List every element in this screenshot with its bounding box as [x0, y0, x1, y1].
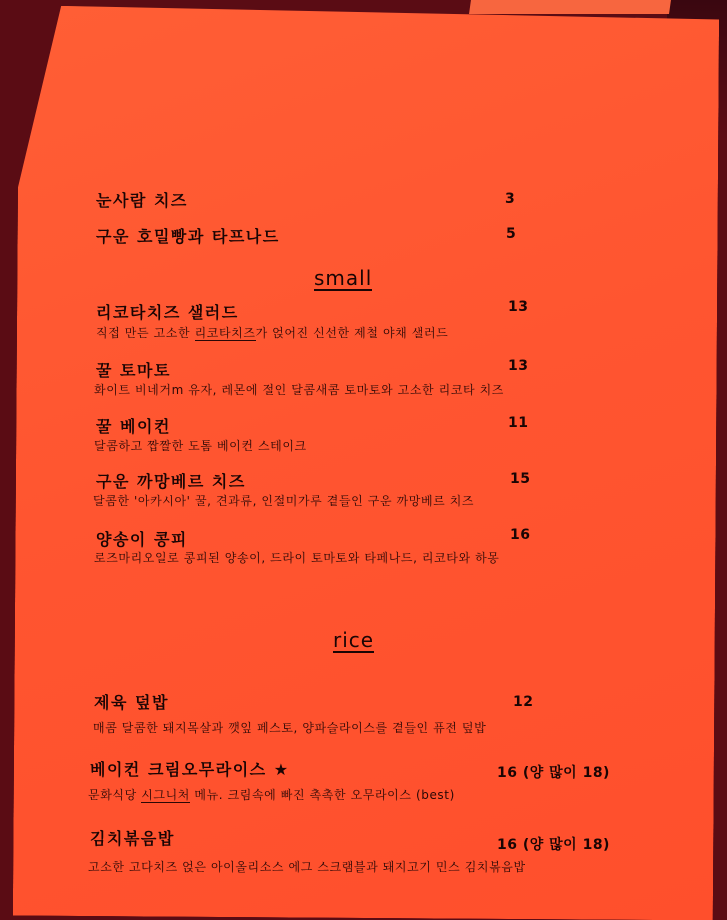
item-name-text: 베이컨 크림오무라이스 — [90, 760, 267, 779]
item-name-snowman-cheese: 눈사람 치즈 — [96, 191, 188, 210]
item-name-bacon-cream-omurice — [90, 757, 290, 780]
section-title-small: small — [314, 266, 373, 290]
item-price-rye-bread-tapenade: 5 — [506, 226, 517, 242]
item-price-bacon-cream-omurice: 16 (양 많이 18) — [497, 765, 610, 781]
item-name-jeyuk-rice: 제육 덮밥 — [94, 693, 169, 712]
item-name-rye-bread-tapenade: 구운 호밀빵과 타프나드 — [96, 227, 280, 246]
item-desc-ricotta-salad — [96, 324, 448, 341]
item-price-mushroom-confit: 16 — [510, 527, 531, 543]
menu-page-behind — [469, 0, 671, 14]
desc-underlined-text: 리코타치즈 — [194, 326, 256, 340]
desc-underlined-text: 시그니처 — [141, 788, 190, 802]
item-name-honey-tomato: 꿀 토마토 — [96, 361, 171, 380]
item-desc-camembert: 달콤한 '아카시아' 꿀, 견과류, 인절미가루 곁들인 구운 까망베르 치즈 — [93, 494, 475, 508]
item-price-snowman-cheese: 3 — [505, 191, 516, 207]
item-price-ricotta-salad: 13 — [508, 299, 529, 315]
item-desc-mushroom-confit: 로즈마리오일로 콩피된 양송이, 드라이 토마토와 타페나드, 리코타와 하몽 — [94, 551, 500, 565]
menu-page — [13, 6, 719, 920]
item-name-ricotta-salad: 리코타치즈 샐러드 — [96, 303, 239, 322]
item-desc-honey-tomato: 화이트 비네거m 유자, 레몬에 절인 달콤새콤 토마토와 고소한 리코타 치즈 — [94, 383, 505, 397]
item-price-honey-bacon: 11 — [508, 415, 529, 431]
item-desc-jeyuk-rice: 매콤 달콤한 돼지목살과 깻잎 페스토, 양파슬라이스를 곁들인 퓨전 덮밥 — [93, 721, 487, 735]
item-price-honey-tomato: 13 — [508, 358, 529, 374]
item-name-honey-bacon: 꿀 베이컨 — [96, 417, 171, 436]
desc-text: 직접 만든 고소한 — [96, 326, 195, 340]
item-desc-bacon-cream-omurice — [88, 786, 455, 803]
star-icon: ★ — [273, 760, 290, 779]
item-name-kimchi-fried-rice: 김치볶음밥 — [90, 829, 175, 848]
item-desc-honey-bacon: 달콤하고 짭짤한 도톰 베이컨 스테이크 — [94, 439, 307, 453]
item-name-mushroom-confit: 양송이 콩피 — [96, 530, 188, 549]
item-price-camembert: 15 — [510, 471, 531, 487]
desc-text: 메뉴. 크림속에 빠진 촉촉한 오무라이스 (best) — [189, 788, 455, 802]
desc-text: 가 얹어진 신선한 제철 야채 샐러드 — [255, 326, 449, 340]
section-title-rice: rice — [333, 628, 375, 652]
item-price-jeyuk-rice: 12 — [513, 694, 534, 710]
item-desc-kimchi-fried-rice: 고소한 고다치즈 얹은 아이올리소스 에그 스크램블과 돼지고기 민스 김치볶음밥 — [88, 860, 526, 874]
desc-text: 문화식당 — [88, 788, 142, 802]
item-name-camembert: 구운 까망베르 치즈 — [96, 472, 246, 491]
item-price-kimchi-fried-rice: 16 (양 많이 18) — [497, 837, 610, 853]
